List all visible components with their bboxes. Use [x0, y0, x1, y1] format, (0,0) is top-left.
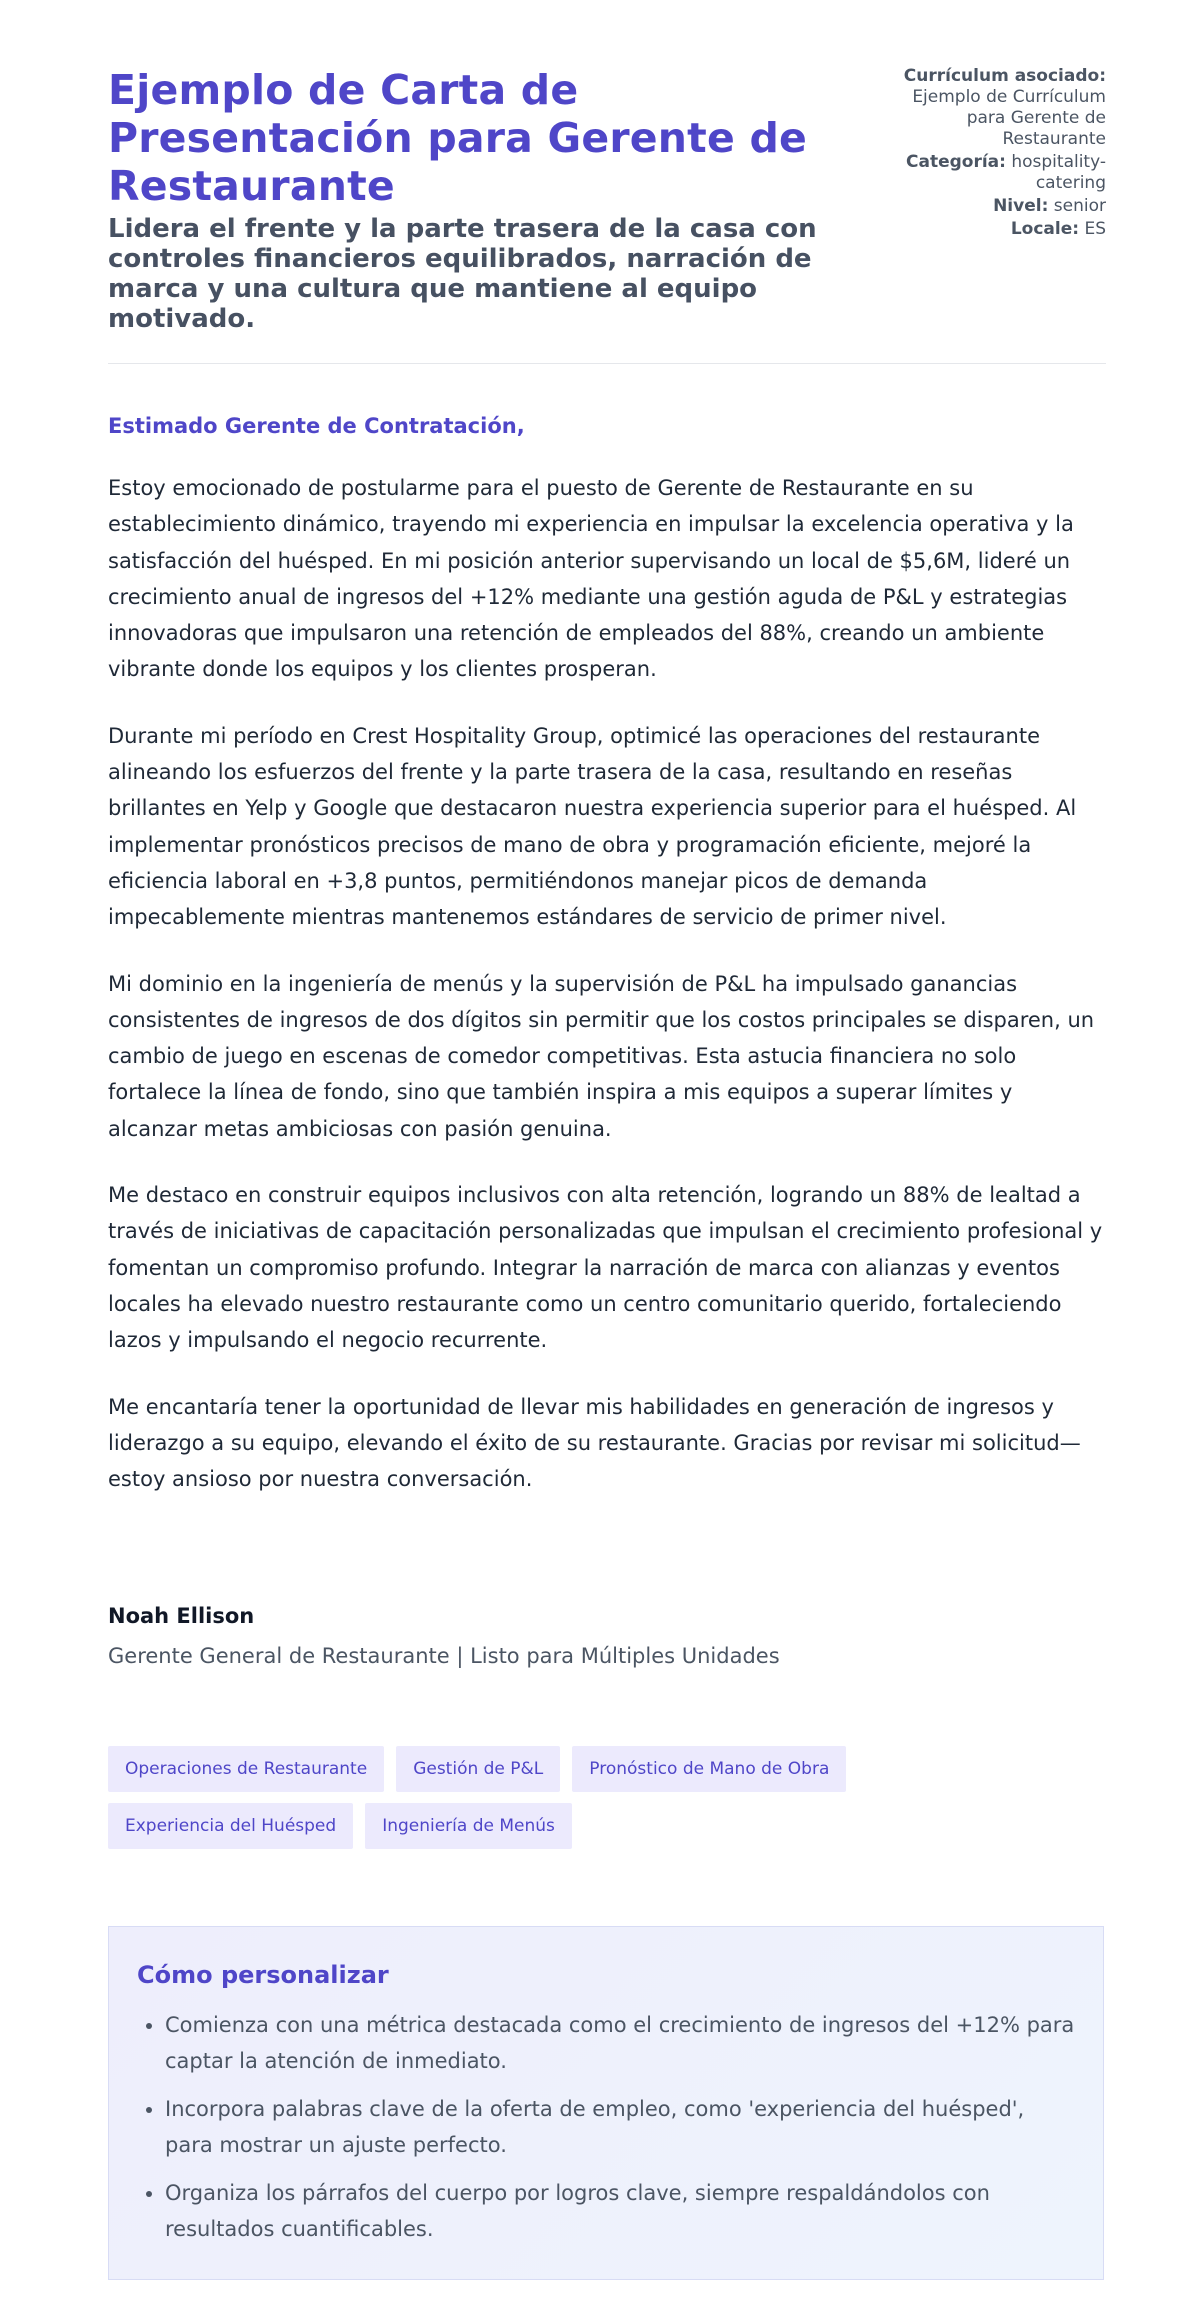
letter-paragraph: Me destaco en construir equipos inclusivos con alta retención, logrando un 88% de lealtad a través de iniciativas de capacitación personalizadas que impulsan el crecimiento profesional y fomentan un compromiso profundo. Integrar la narración de marca con alianzas y eventos locales ha elevado nuestro restaurante como un centro comunitario querido, fortaleciendo lazos y impulsando el negocio recurrente. [108, 1183, 1103, 1353]
letter-paragraph: Me encantaría tener la oportunidad de llevar mis habilidades en generación de ingresos y liderazgo a su equipo, elevando el éxito de su restaurante. Gracias por revisar mi solicitud—estoy ansioso por nuestra conversación. [108, 1394, 1081, 1492]
meta-locale-value: ES [1084, 219, 1106, 239]
skill-tag: Ingeniería de Menús [365, 1803, 572, 1849]
skill-tag: Pronóstico de Mano de Obra [572, 1746, 846, 1792]
cover-letter-page [108, 0, 1106, 2241]
meta-category-value: hospitality-catering [1011, 152, 1106, 193]
page-title: Ejemplo de Carta de Presentación para Gerente de Restaurante [108, 66, 808, 210]
signature-block [108, 1604, 780, 1668]
meta-resume [876, 66, 1106, 150]
tip-item: • Organiza los párrafos del cuerpo por logros clave, siempre respaldándolos con resultados cuantificables. [165, 2175, 1075, 2247]
letter-salutation: Estimado Gerente de Contratación, [108, 414, 525, 438]
meta-category [876, 152, 1106, 194]
header-divider [108, 363, 1106, 364]
meta-level [876, 196, 1106, 217]
customization-tips-box [108, 1926, 1104, 2280]
meta-category-label: Categoría: [906, 152, 1006, 172]
tip-item: • Comienza con una métrica destacada como el crecimiento de ingresos del +12% para captar la atención de inmediato. [165, 2007, 1075, 2079]
tips-list [137, 2007, 1075, 2247]
page-header [108, 0, 1106, 364]
meta-panel [876, 66, 1106, 242]
meta-locale-label: Locale: [1010, 219, 1080, 239]
meta-resume-label: Currículum asociado: [903, 66, 1106, 86]
meta-level-value: senior [1053, 196, 1106, 216]
skill-tag: Experiencia del Huésped [108, 1803, 353, 1849]
skill-tag: Gestión de P&L [396, 1746, 560, 1792]
page-subtitle: Lidera el frente y la parte trasera de la casa con controles financieros equilibrados, narración de marca y una cultura que mantiene al equipo motivado. [108, 214, 817, 334]
meta-locale [876, 219, 1106, 240]
letter-paragraph: Mi dominio en la ingeniería de menús y la supervisión de P&L ha impulsado ganancias consistentes de ingresos de dos dígitos sin permitir que los costos principales se disparen, un cambio de juego en escenas de comedor competitivas. Esta astucia financiera no solo fortalece la línea de fondo, sino que también inspira a mis equipos a superar límites y alcanzar metas ambiciosas con pasión genuina. [108, 971, 1095, 1141]
meta-resume-value: Ejemplo de Currículum para Gerente de Restaurante [912, 87, 1106, 149]
tip-item: • Incorpora palabras clave de la oferta de empleo, como 'experiencia del huésped', para mostrar un ajuste perfecto. [165, 2091, 1075, 2163]
letter-body [108, 470, 1106, 1527]
skill-tag: Operaciones de Restaurante [108, 1746, 384, 1792]
skill-tags [108, 1746, 908, 1849]
title-block [108, 66, 828, 334]
tips-title: Cómo personalizar [137, 1961, 389, 1989]
signature-role: Gerente General de Restaurante | Listo para Múltiples Unidades [108, 1644, 780, 1668]
letter-paragraph: Durante mi período en Crest Hospitality Group, optimicé las operaciones del restaurante alineando los esfuerzos del frente y la parte trasera de la casa, resultando en reseñas brillantes en Yelp y Google que destacaron nuestra experiencia superior para el huésped. Al implementar pronósticos precisos de mano de obra y programación eficiente, mejoré la eficiencia laboral en +3,8 puntos, permitiéndonos manejar picos de demanda impecablemente mientras mantenemos estándares de servicio de primer nivel. [108, 723, 1077, 930]
signature-name: Noah Ellison [108, 1604, 255, 1628]
meta-level-label: Nivel: [993, 196, 1049, 216]
letter-paragraph: Estoy emocionado de postularme para el puesto de Gerente de Restaurante en su establecimiento dinámico, trayendo mi experiencia en impulsar la excelencia operativa y la satisfacción del huésped. En mi posición anterior supervisando un local de $5,6M, lideré un crecimiento anual de ingresos del +12% mediante una gestión aguda de P&L y estrategias innovadoras que impulsaron una retención de empleados del 88%, creando un ambiente vibrante donde los equipos y los clientes prosperan. [108, 476, 1074, 682]
